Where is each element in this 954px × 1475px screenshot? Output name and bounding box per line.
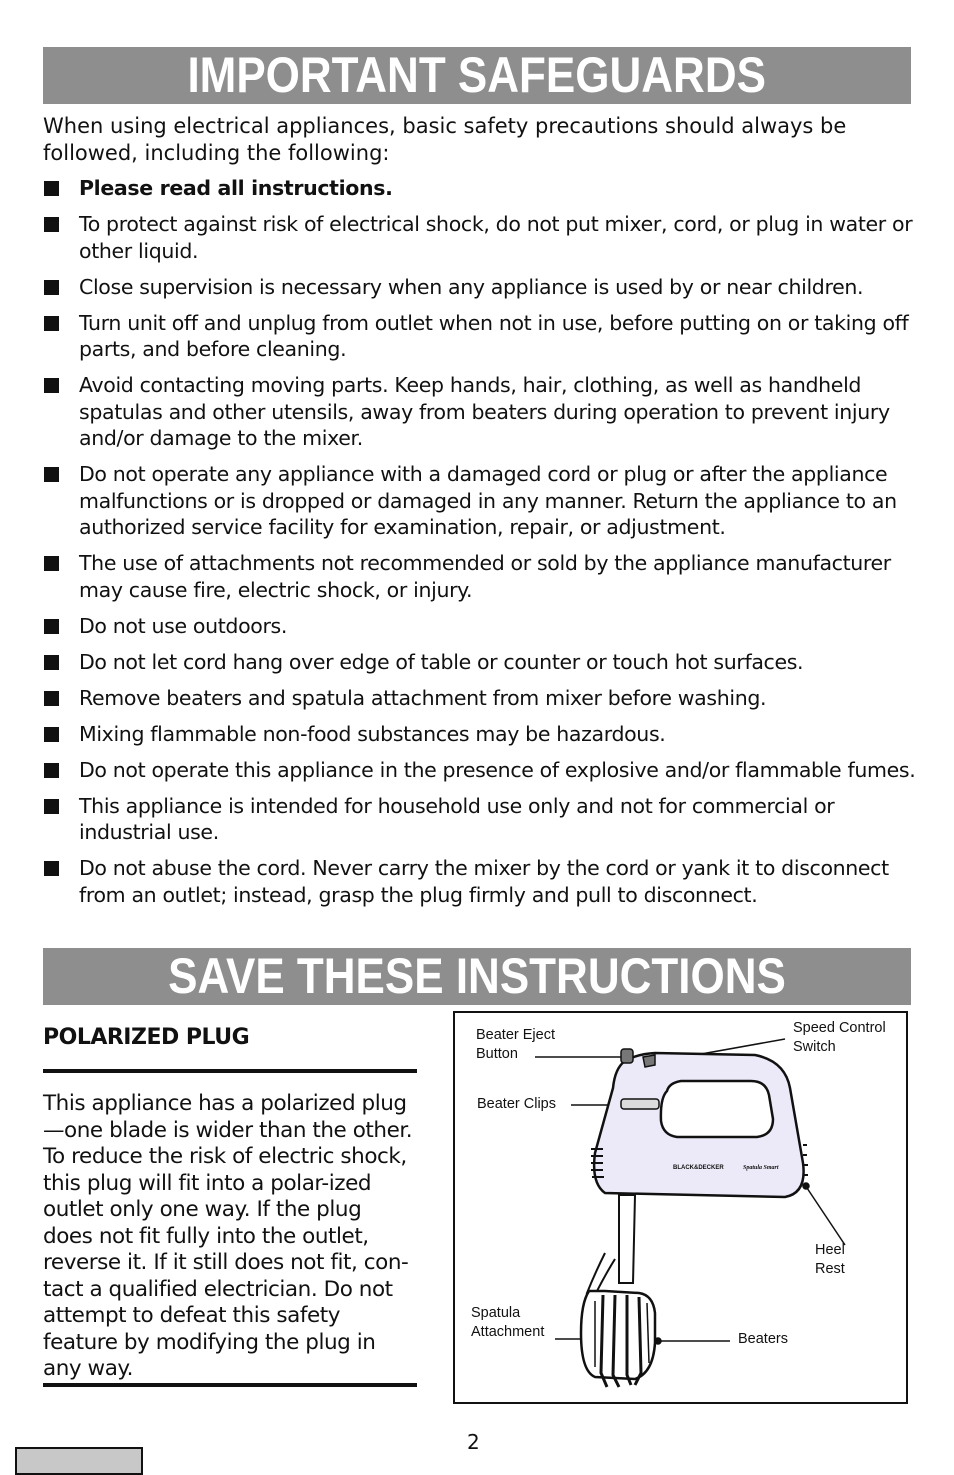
label-spatula-attachment: Spatula Attachment <box>471 1305 545 1340</box>
polarized-plug-text: This appliance has a polarized plug—one blade is wider than the other. To reduce the risk of electric shock, this plug will fit into a polar-ized outlet only one way. If the plug does not fit fully into the outlet, reverse it. If it still does not fit, con-tact a qualified electrician. Do not attempt to defeat this safety feature by modifying the plug in any way. <box>43 1091 413 1381</box>
bullet-square-icon <box>44 280 59 295</box>
brand-logo-text: BLACK&DECKER <box>673 1165 724 1171</box>
section-rule-top <box>43 1069 417 1073</box>
bullet-square-icon <box>44 467 59 482</box>
label-speed-control: Speed Control Switch <box>793 1020 886 1055</box>
list-item <box>43 721 918 748</box>
bullet-square-icon <box>44 181 59 196</box>
banner-title: IMPORTANT SAFEGUARDS <box>187 47 767 103</box>
list-item <box>43 211 918 264</box>
list-item-text: To protect against risk of electrical shock, do not put mixer, cord, or plug in water or other liquid. <box>79 212 913 263</box>
list-item-text: Remove beaters and spatula attachment from mixer before washing. <box>79 685 767 710</box>
bullet-square-icon <box>44 316 59 331</box>
list-item <box>43 550 918 603</box>
list-item-text: Do not operate any appliance with a damaged cord or plug or after the appliance malfunctions or is dropped or damaged in any manner. Return the appliance to an authorized service facility for examination, repair, or adjustment. <box>79 462 897 539</box>
important-safeguards-banner <box>43 47 911 104</box>
bullet-square-icon <box>44 378 59 393</box>
polarized-plug-heading: POLARIZED PLUG <box>43 1025 250 1050</box>
mixer-illustration <box>455 1013 906 1402</box>
list-item <box>43 757 918 784</box>
list-item <box>43 649 918 676</box>
list-item-text: Please read all instructions. <box>79 176 393 200</box>
list-item <box>43 175 918 202</box>
list-item <box>43 274 918 301</box>
bullet-square-icon <box>44 763 59 778</box>
list-item <box>43 372 918 452</box>
model-name-text: Spatula Smart <box>743 1165 779 1171</box>
bullet-square-icon <box>44 691 59 706</box>
label-beaters: Beaters <box>738 1331 788 1347</box>
list-item-text: Do not use outdoors. <box>79 613 288 638</box>
save-banner-title: SAVE THESE INSTRUCTIONS <box>168 948 786 1004</box>
page-number: 2 <box>467 1430 480 1454</box>
bullet-square-icon <box>44 556 59 571</box>
list-item-text: Close supervision is necessary when any appliance is used by or near children. <box>79 274 864 299</box>
intro-paragraph: When using electrical appliances, basic safety precautions should always be followed, including the following: <box>43 114 847 165</box>
list-item <box>43 685 918 712</box>
mixer-diagram <box>453 1011 908 1404</box>
save-instructions-banner <box>43 948 911 1005</box>
label-beater-eject: Beater Eject Button <box>476 1027 555 1062</box>
list-item-text: Mixing flammable non-food substances may be hazardous. <box>79 721 666 746</box>
bullet-square-icon <box>44 799 59 814</box>
safeguards-list <box>43 175 918 918</box>
label-heel-rest: Heel Rest <box>815 1242 845 1277</box>
list-item-text: Avoid contacting moving parts. Keep hands, hair, clothing, as well as handheld spatulas and other utensils, away from beaters during operation to prevent injury and/or damage to the mixer. <box>79 373 890 450</box>
list-item <box>43 613 918 640</box>
list-item <box>43 855 918 908</box>
footer-marker-box <box>15 1447 143 1475</box>
list-item-text: Do not let cord hang over edge of table or counter or touch hot surfaces. <box>79 649 804 674</box>
bullet-square-icon <box>44 861 59 876</box>
list-item-text: The use of attachments not recommended or sold by the appliance manufacturer may cause fire, electric shock, or injury. <box>79 551 891 602</box>
bullet-square-icon <box>44 619 59 634</box>
list-item-text: This appliance is intended for household use only and not for commercial or industrial use. <box>79 793 835 844</box>
list-item <box>43 310 918 363</box>
section-rule-bottom <box>43 1383 417 1387</box>
bullet-square-icon <box>44 217 59 232</box>
list-item-text: Turn unit off and unplug from outlet when not in use, before putting on or taking off parts, and before cleaning. <box>79 310 909 361</box>
list-item-text: Do not abuse the cord. Never carry the mixer by the cord or yank it to disconnect from an outlet; instead, grasp the plug firmly and pull to disconnect. <box>79 856 889 907</box>
list-item <box>43 461 918 541</box>
list-item <box>43 793 918 846</box>
bullet-square-icon <box>44 655 59 670</box>
bullet-square-icon <box>44 727 59 742</box>
list-item-text: Do not operate this appliance in the presence of explosive and/or flammable fumes. <box>79 757 916 782</box>
label-beater-clips: Beater Clips <box>477 1096 556 1112</box>
